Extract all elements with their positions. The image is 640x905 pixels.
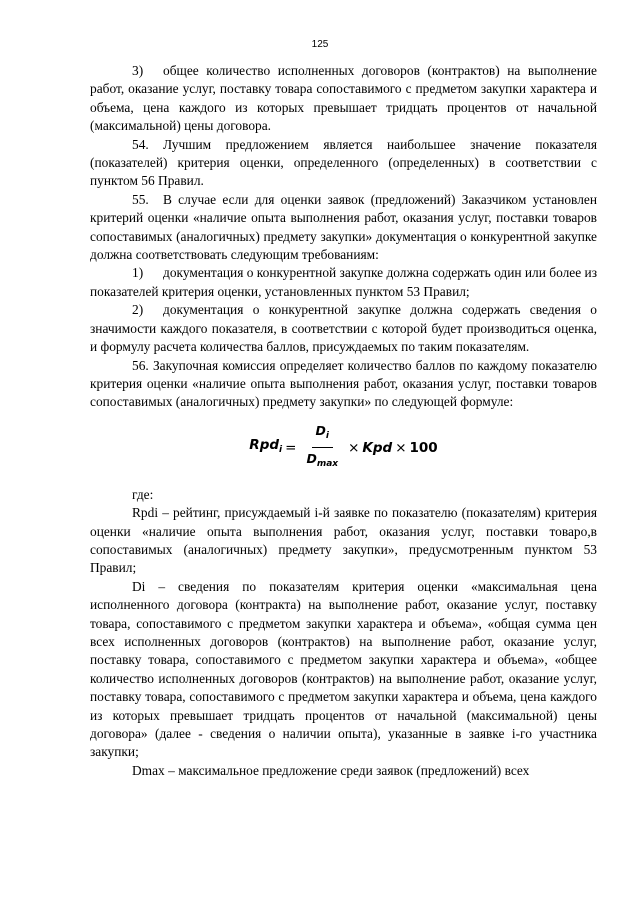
definition-rpdi: Rpdi – рейтинг, присуждаемый i-й заявке по показателю (показателям) критерия оценки «наличие опыта выполнения работ, оказания услуг, поставки товаро,в сопоставимых (аналогичных) предмету закупки», предусмотренным пунктом 53 Правил; (90, 505, 597, 576)
formula-equals: = (285, 439, 297, 456)
paragraph-item-3 (90, 62, 597, 136)
paragraph-54 (90, 136, 597, 191)
item-number: 2) (132, 302, 144, 318)
paragraph-text: документация о конкурентной закупке должна содержать сведения о значимости каждого показателя, в соответствии с которой будет производиться оценка, и формулу расчета количества баллов, присуждаемых по таким показателям. (90, 302, 597, 355)
formula-times-2: × (395, 439, 407, 456)
formula-lhs-subscript: i (279, 445, 283, 456)
formula-factor: Kpd (362, 439, 393, 456)
numerator-symbol: D (315, 423, 326, 439)
rating-formula (90, 422, 597, 474)
definition-dmax: Dmax – максимальное предложение среди заявок (предложений) всех (132, 762, 530, 778)
paragraph-text: В случае если для оценки заявок (предложений) Заказчиком установлен критерий оценки «наличие опыта выполнения работ, оказания услуг, поставки товаров сопоставимых (аналогичных) предмету закупки» документация о конкурентной закупке должна соответствовать следующим требованиям: (90, 191, 597, 263)
where-label: где: (132, 486, 154, 502)
paragraph-text: Лучшим предложением является наибольшее значение показателя (показателей) критерия оценки, определенного (определенных) в соответствии с пунктом 56 Правил. (90, 136, 597, 189)
formula-denominator (302, 448, 342, 473)
paragraph-text: общее количество исполненных договоров (контрактов) на выполнение работ, оказание услуг, поставку товара сопоставимого с предметом закупки характера и объема, цена каждого из которых превышает тридцать процентов от начальной (максимальной) цены договора. (90, 63, 597, 134)
page-content (90, 62, 597, 780)
formula-lhs (249, 436, 282, 459)
formula-lhs-symbol: Rpd (249, 437, 280, 454)
formula-numerator (312, 422, 333, 447)
paragraph-text: документация о конкурентной закупке должна содержать один или более из показателей критерия оценки, установленных пунктом 53 Правил; (90, 265, 597, 299)
denominator-subscript: max (316, 458, 339, 469)
paragraph-text: 56. Закупочная комиссия определяет количество баллов по каждому показателю критерия оценки «наличие опыта выполнения работ, оказания услуг, поставки товаров сопоставимых (аналогичных) предмету закупки» по следующей формуле: (90, 357, 597, 410)
formula-constant: 100 (409, 439, 438, 456)
item-number: 54. (132, 136, 149, 152)
page-number: 125 (311, 39, 329, 50)
paragraph-55-item-1 (90, 264, 597, 301)
paragraph-56 (90, 357, 597, 412)
item-number: 1) (132, 265, 144, 281)
denominator-symbol: D (306, 450, 317, 466)
numerator-subscript: i (325, 431, 329, 442)
item-number: 3) (132, 63, 144, 78)
paragraph-55-item-2 (90, 301, 597, 356)
paragraph-55 (90, 191, 597, 265)
formula-fraction (302, 422, 342, 473)
formula-times-1: × (348, 439, 360, 456)
item-number: 55. (132, 191, 149, 207)
definition-di: Di – сведения по показателям критерия оценки «максимальная цена исполненного договора (контракта) на выполнение работ, оказание услуг, поставку товара, сопоставимого с предметом закупки характера и объема», «общая сумма цен всех исполненных договоров (контрактов) на выполнение работ, оказание услуг, поставку товара, сопоставимого с предметом закупки характера и объема», «общее количество исполненных договоров (контрактов) на выполнение работ, оказание услуг, поставку товара, сопоставимого с предметом закупки характера и объема, цена каждого из которых превышает тридцать процентов от начальной (максимальной) цены договора» (далее - сведения о наличии опыта), указанные в заявке i-го участника закупки; (90, 578, 597, 760)
